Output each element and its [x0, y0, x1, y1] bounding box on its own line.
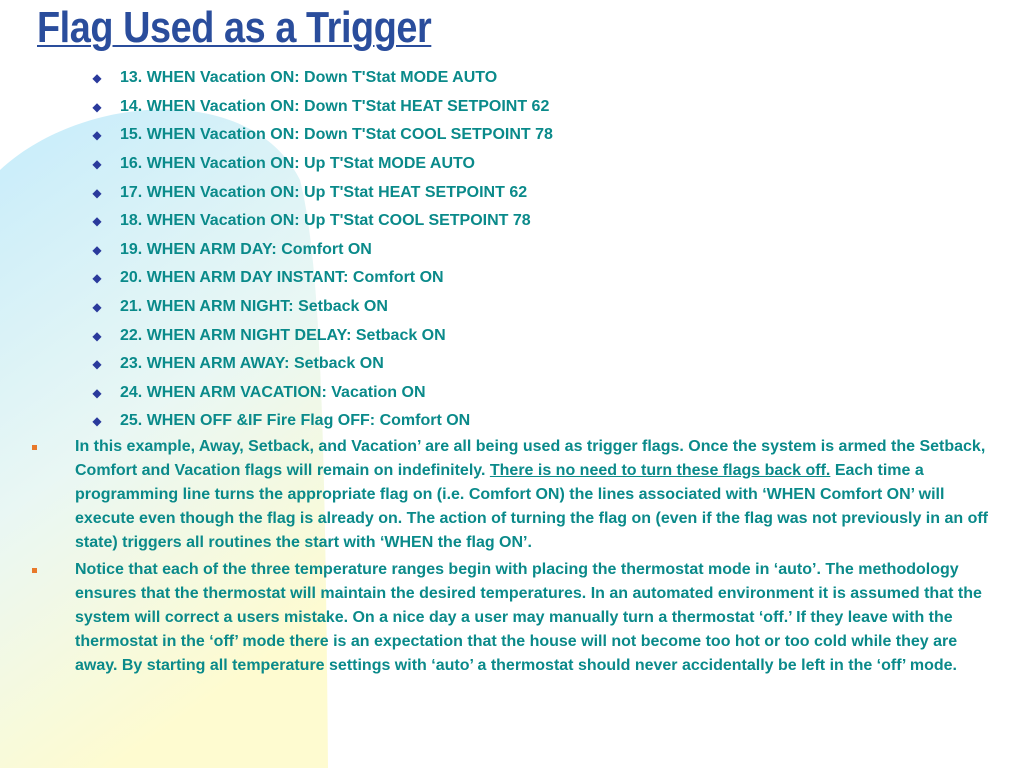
rule-text: 24. WHEN ARM VACATION: Vacation ON [120, 383, 426, 401]
paragraph-text: Notice that each of the three temperature ranges begin with placing the thermostat mode in ‘auto’. The methodology ensures that the thermostat will maintain the desired temperatures. In an automated environment it is assumed that the system will correct a users mistake. On a nice day a user may manually turn a thermostat ‘off.’ If they leave with the thermostat in the ‘off’ mode there is an expectation that the house will not become too hot or too cold while they are away. By starting all temperature settings with ‘auto’ a thermostat should never accidentally be left in the ‘off’ mode. [75, 561, 982, 674]
rule-text: 23. WHEN ARM AWAY: Setback ON [120, 355, 384, 373]
rule-text: 20. WHEN ARM DAY INSTANT: Comfort ON [120, 269, 444, 287]
diamond-bullet-icon: ◆ [92, 385, 102, 400]
rule-item [90, 264, 553, 293]
rule-text: 21. WHEN ARM NIGHT: Setback ON [120, 298, 388, 316]
rule-text: 13. WHEN Vacation ON: Down T'Stat MODE AUTO [120, 69, 498, 87]
rule-item [90, 407, 553, 436]
rule-text: 19. WHEN ARM DAY: Comfort ON [120, 240, 372, 258]
rule-item [90, 178, 553, 207]
slide-title: Flag Used as a Trigger [37, 3, 432, 52]
rule-item [90, 379, 553, 408]
rule-text: 18. WHEN Vacation ON: Up T'Stat COOL SETPOINT 78 [120, 212, 531, 230]
rule-text: 16. WHEN Vacation ON: Up T'Stat MODE AUTO [120, 155, 475, 173]
rule-list [90, 64, 553, 436]
explanation-paragraph [30, 435, 990, 555]
paragraph-text: In this example, Away, Setback, and Vacation’ are all being used as trigger flags. Once the system is armed the Setback, Comfort and Vacation flags will remain on indefinitely. [75, 438, 986, 479]
rule-text: 25. WHEN OFF &IF Fire Flag OFF: Comfort ON [120, 412, 471, 430]
rule-text: 15. WHEN Vacation ON: Down T'Stat COOL SETPOINT 78 [120, 126, 553, 144]
diamond-bullet-icon: ◆ [92, 357, 102, 372]
diamond-bullet-icon: ◆ [92, 214, 102, 229]
explanation-list [30, 435, 990, 681]
diamond-bullet-icon: ◆ [92, 157, 102, 172]
diamond-bullet-icon: ◆ [92, 328, 102, 343]
square-bullet-icon [32, 568, 37, 573]
rule-item [90, 236, 553, 265]
rule-text: 14. WHEN Vacation ON: Down T'Stat HEAT SETPOINT 62 [120, 97, 550, 115]
rule-item [90, 293, 553, 322]
diamond-bullet-icon: ◆ [92, 99, 102, 114]
rule-item [90, 93, 553, 122]
rule-item [90, 121, 553, 150]
diamond-bullet-icon: ◆ [92, 300, 102, 315]
diamond-bullet-icon: ◆ [92, 185, 102, 200]
explanation-paragraph [30, 558, 990, 678]
rule-item [90, 350, 553, 379]
square-bullet-icon [32, 445, 37, 450]
diamond-bullet-icon: ◆ [92, 128, 102, 143]
underlined-emphasis: There is no need to turn these flags back off. [489, 462, 831, 479]
diamond-bullet-icon: ◆ [92, 242, 102, 257]
rule-item [90, 321, 553, 350]
diamond-bullet-icon: ◆ [92, 414, 102, 429]
diamond-bullet-icon: ◆ [92, 71, 102, 86]
rule-item [90, 64, 553, 93]
diamond-bullet-icon: ◆ [92, 271, 102, 286]
paragraph-text: Each time a programming line turns the appropriate flag on (i.e. Comfort ON) the lines associated with ‘WHEN Comfort ON’ will execute even though the flag is already on. The action of turning the flag on (even if the flag was not previously in an off state) triggers all routines the start with ‘WHEN the flag ON’. [75, 462, 988, 551]
rule-item [90, 207, 553, 236]
rule-item [90, 150, 553, 179]
rule-text: 17. WHEN Vacation ON: Up T'Stat HEAT SETPOINT 62 [120, 183, 528, 201]
rule-text: 22. WHEN ARM NIGHT DELAY: Setback ON [120, 326, 446, 344]
